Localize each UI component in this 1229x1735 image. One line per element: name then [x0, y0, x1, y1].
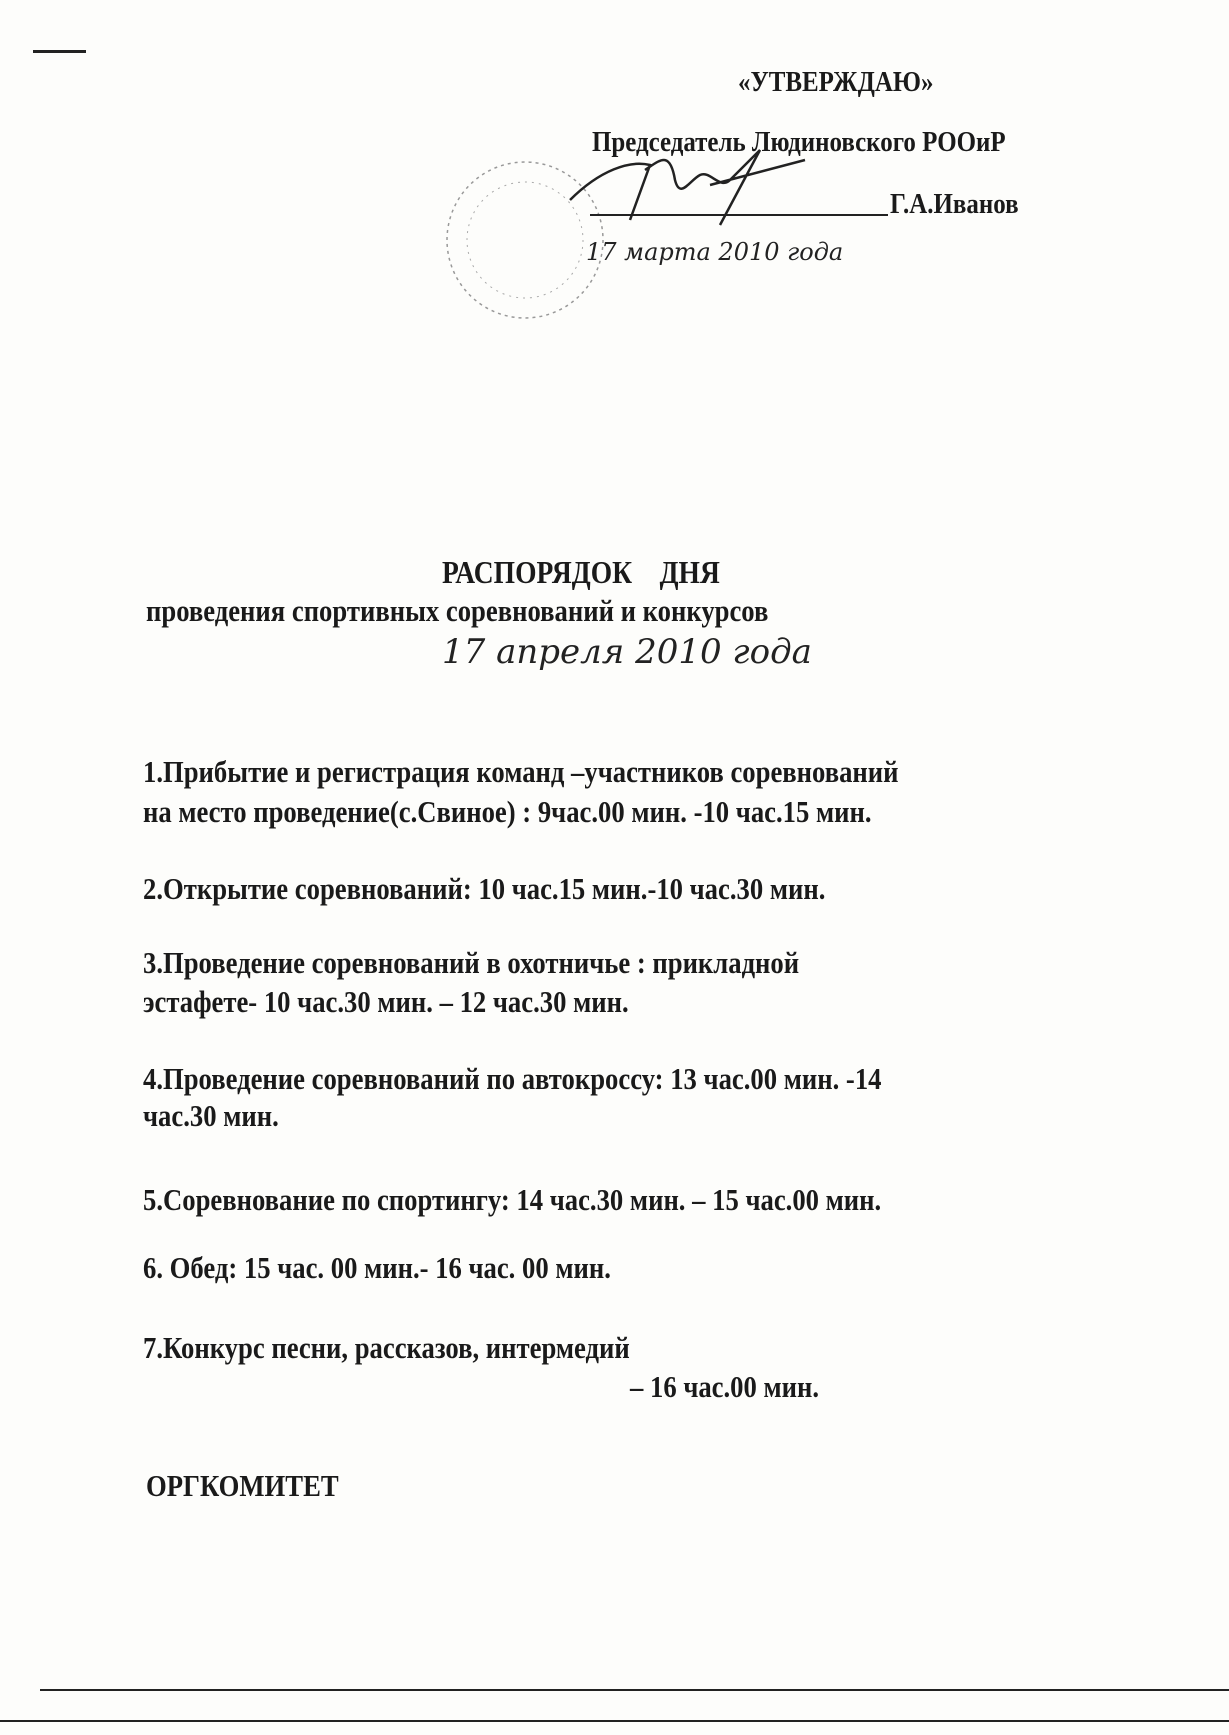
item-3-line-2: эстафете- 10 час.30 мин. – 12 час.30 мин. — [143, 984, 629, 1019]
bottom-rule — [0, 1720, 1229, 1722]
item-1-line-1: 1.Прибытие и регистрация команд –участников соревнований — [143, 754, 899, 789]
item-4-line-1: 4.Проведение соревнований по автокроссу: 13 час.00 мин. -14 — [143, 1061, 882, 1096]
item-2: 2.Открытие соревнований: 10 час.15 мин.-10 час.30 мин. — [143, 871, 826, 906]
item-7-line-1: 7.Конкурс песни, рассказов, интермедий — [143, 1330, 630, 1365]
page-subtitle: проведения спортивных соревнований и конкурсов — [146, 593, 769, 628]
approval-position: Председатель Людиновского РООиР — [592, 126, 1006, 158]
item-3-line-1: 3.Проведение соревнований в охотничье : прикладной — [143, 945, 800, 980]
approver-name: Г.А.Иванов — [890, 188, 1019, 220]
scan-mark — [33, 50, 86, 53]
item-5: 5.Соревнование по спортингу: 14 час.30 мин. – 15 час.00 мин. — [143, 1182, 882, 1217]
item-7-line-2: – 16 час.00 мин. — [630, 1369, 820, 1404]
item-1-line-2: на место проведение(с.Свиное) : 9час.00 мин. -10 час.15 мин. — [143, 794, 872, 829]
item-4-line-2: час.30 мин. — [143, 1098, 279, 1133]
event-date: 17 апреля 2010 года — [442, 632, 812, 672]
signature — [560, 140, 810, 230]
approval-heading: «УТВЕРЖДАЮ» — [738, 66, 934, 98]
page-title: РАСПОРЯДОК ДНЯ — [442, 554, 720, 590]
signature-line — [590, 214, 888, 216]
bottom-rule — [40, 1689, 1229, 1691]
item-6: 6. Обед: 15 час. 00 мин.- 16 час. 00 мин. — [143, 1250, 611, 1285]
organizing-committee: ОРГКОМИТЕТ — [146, 1468, 339, 1503]
approval-date: 17 марта 2010 года — [586, 238, 844, 266]
